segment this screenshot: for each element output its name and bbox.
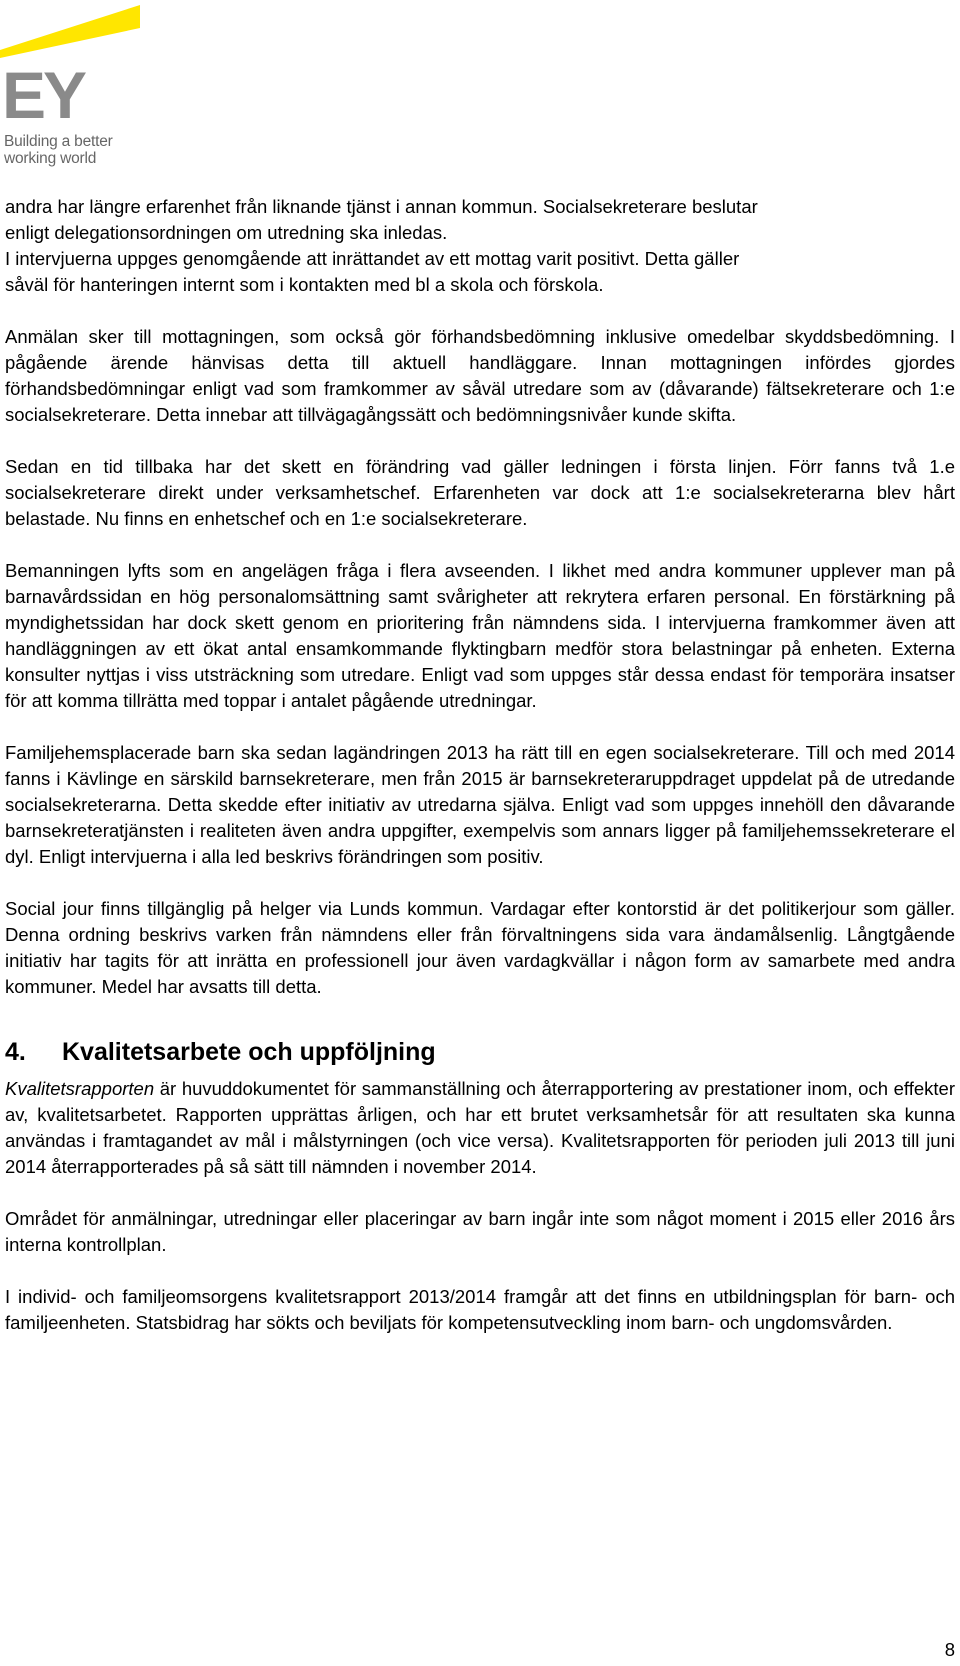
ey-logo-mark <box>0 0 160 130</box>
section-heading <box>5 1036 955 1068</box>
paragraph-1-line-4: såväl för hanteringen internt som i kontakten med bl a skola och förskola. <box>5 274 604 295</box>
paragraph-1-line-1: andra har längre erfarenhet från liknande tjänst i annan kommun. Socialsekreterare beslutar <box>5 196 758 217</box>
ey-logo <box>0 0 160 175</box>
logo-yellow-beam <box>0 5 140 58</box>
document-body <box>5 194 955 1336</box>
logo-brand: EY <box>2 58 85 130</box>
logo-tagline-line1: Building a better <box>4 133 113 150</box>
report-name: Kvalitetsrapporten <box>5 1078 155 1099</box>
paragraph-5: Familjehemsplacerade barn ska sedan lagändringen 2013 ha rätt till en egen socialsekreterare. Till och med 2014 fanns i Kävlinge en särskild barnsekreterare, men från 2015 är barnsekreteraruppdraget uppdelat på de utredande socialsekreterarna. Detta skedde efter initiativ av utredarna själva. Enligt vad som uppges innehöll den dåvarande barnsekreteratjänsten i realiteten även andra uppgifter, exempelvis som annars ligger på familjehemssekreterare el dyl. Enligt intervjuerna i alla led beskrivs förändringen som positiv. <box>5 742 955 867</box>
section-paragraph-1-text: är huvuddokumentet för sammanställning och återrapportering av prestationer inom, och effekter av, kvalitetsarbetet. Rapporten upprättas årligen, och har ett brutet verksamhetsår för att resultaten ska kunna användas i framtagandet av mål i målstyrningen (och vice versa). Kvalitetsrapporten för perioden juli 2013 till juni 2014 återrapporterades på så sätt till nämnden i november 2014. <box>5 1078 955 1177</box>
section-paragraph-2: Området för anmälningar, utredningar eller placeringar av barn ingår inte som något moment i 2015 eller 2016 års interna kontrollplan. <box>5 1208 955 1255</box>
section-paragraph-3: I individ- och familjeomsorgens kvalitetsrapport 2013/2014 framgår att det finns en utbildningsplan för barn- och familjeenheten. Statsbidrag har sökts och beviljats för kompetensutveckling inom barn- och ungdomsvården. <box>5 1286 955 1333</box>
section-title: Kvalitetsarbete och uppföljning <box>62 1038 436 1066</box>
section-paragraph-1 <box>5 1076 955 1180</box>
logo-tagline <box>4 133 113 167</box>
paragraph-6: Social jour finns tillgänglig på helger via Lunds kommun. Vardagar efter kontorstid är det politikerjour som gäller. Denna ordning beskrivs varken från nämndens eller från förvaltningens sida vara ändamålsenlig. Långtgående initiativ har tagits för att inrätta en professionell jour även vardagkvällar i någon form av samarbete med andra kommuner. Medel har avsatts till detta. <box>5 898 955 997</box>
paragraph-1-line-3: I intervjuerna uppges genomgående att inrättandet av ett mottag varit positivt. Detta gäller <box>5 248 740 269</box>
paragraph-4: Bemanningen lyfts som en angelägen fråga i flera avseenden. I likhet med andra kommuner upplever man på barnavårdssidan en hög personalomsättning samt svårigheter att rekrytera erfaren personal. En förstärkning på myndighetssidan har dock skett genom en prioritering från nämndens sida. I intervjuerna framkommer även att handläggningen av ett ökat antal ensamkommande flyktingbarn medför stora belastningar på enheten. Externa konsulter nyttjas i viss utsträckning som utredare. Enligt vad som uppges står dessa endast för temporära insatser för att komma tillrätta med toppar i antalet pågående utredningar. <box>5 560 955 711</box>
paragraph-1-line-2: enligt delegationsordningen om utredning ska inledas. <box>5 222 448 243</box>
paragraph-3: Sedan en tid tillbaka har det skett en förändring vad gäller ledningen i första linjen. Förr fanns två 1.e socialsekreterare direkt under verksamhetschef. Erfarenheten var dock att 1:e socialsekreterarna blev hårt belastade. Nu finns en enhetschef och en 1:e socialsekreterare. <box>5 456 955 529</box>
logo-tagline-line2: working world <box>4 150 97 167</box>
section-number: 4. <box>5 1038 26 1066</box>
paragraph-2: Anmälan sker till mottagningen, som också gör förhandsbedömning inklusive omedelbar skyddsbedömning. I pågående ärende hänvisas detta till aktuell handläggare. Innan mottagningen infördes gjordes förhandsbedömningar enligt vad som framkommer av såväl utredare som av (dåvarande) fältsekreterare och 1:e socialsekreterare. Detta innebar att tillvägagångssätt och bedömningsnivåer kunde skifta. <box>5 326 955 425</box>
paragraph-1 <box>5 194 955 298</box>
page-number: 8 <box>944 1639 955 1660</box>
